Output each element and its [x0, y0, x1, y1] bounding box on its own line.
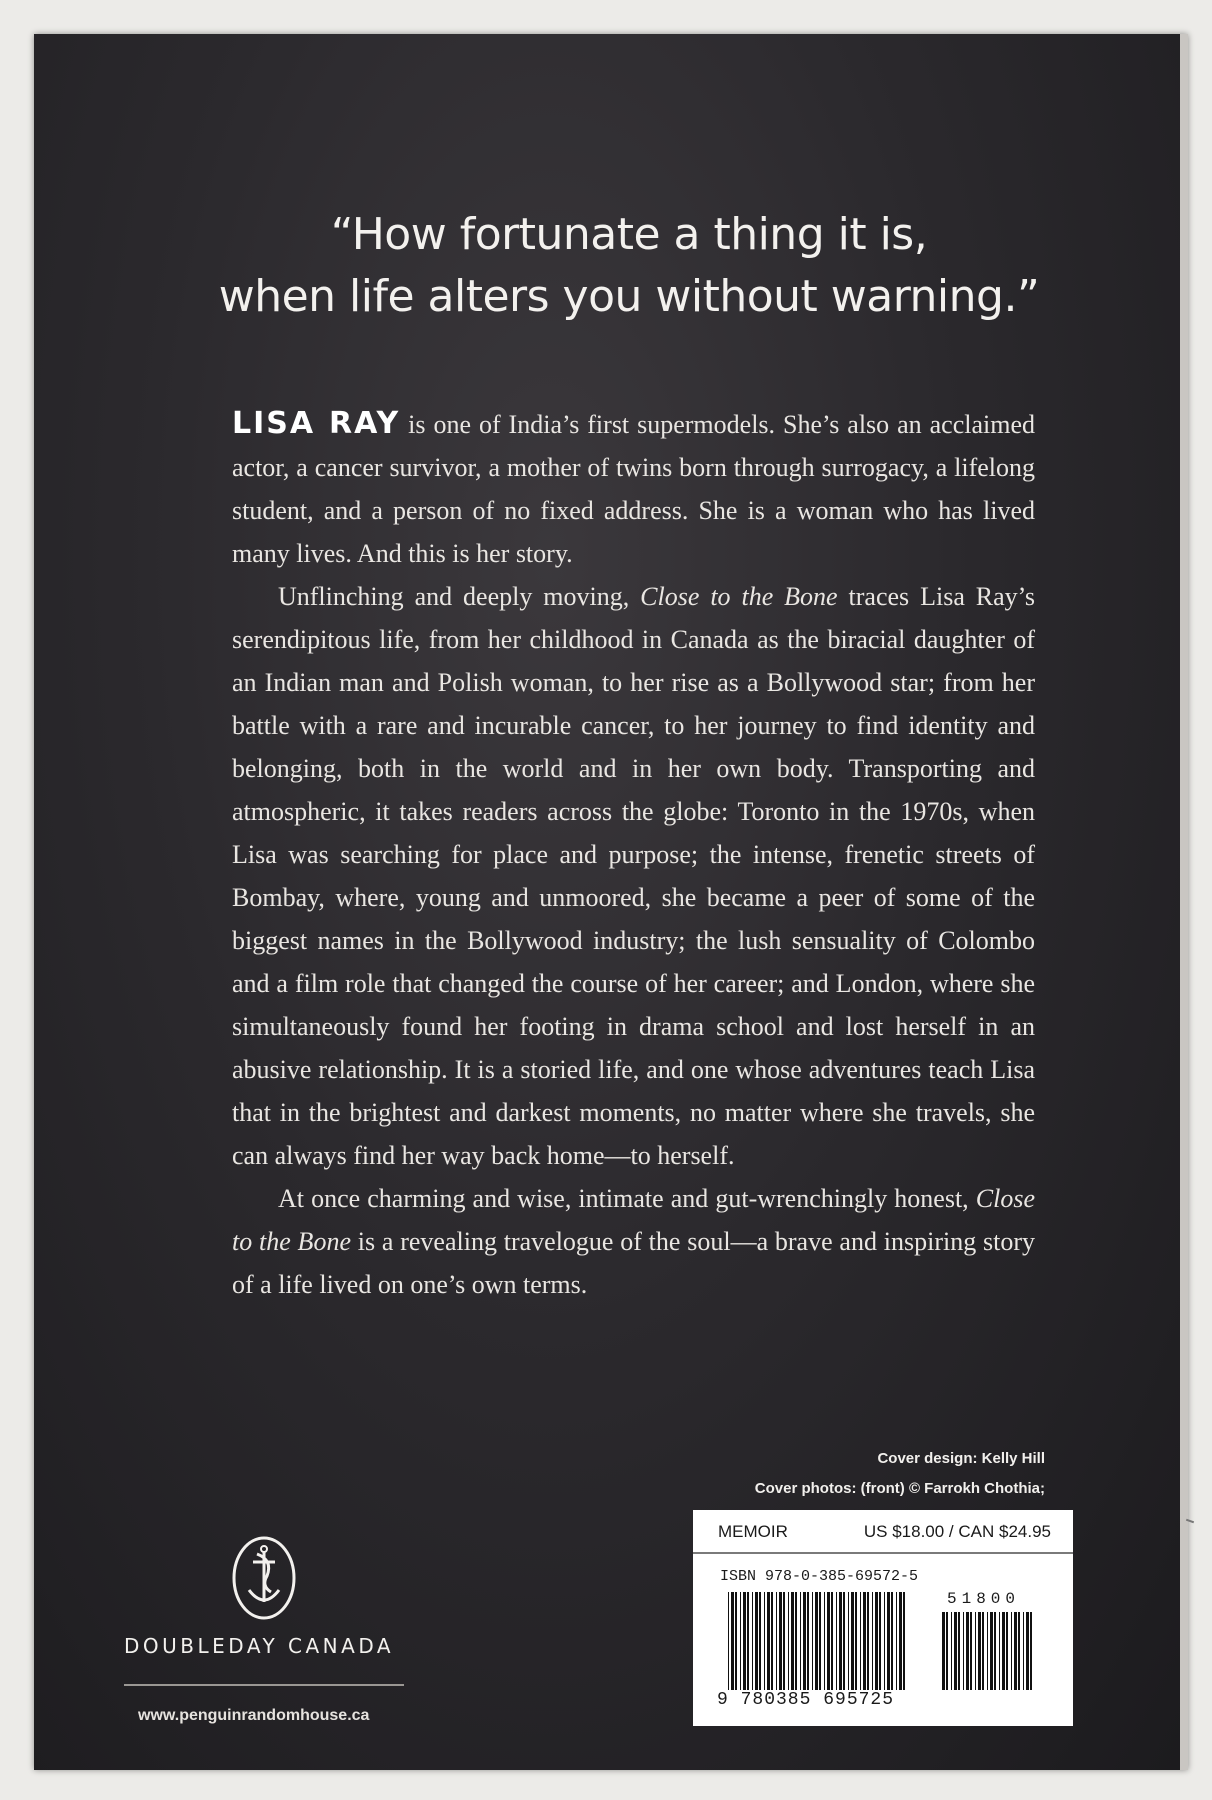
barcode-bar [963, 1612, 964, 1690]
pull-quote-line-1: “How fortunate a thing it is, [330, 209, 928, 260]
barcode-bar [970, 1612, 972, 1690]
barcode-bar [771, 1592, 773, 1690]
paragraph-2-text: traces Lisa Ray’s serendipitous life, from her childhood in Canada as the biracial daughter of an Indian man and Polish woman, to her rise as a Bollywood star; from her battle with a rare and incurable cancer, to her journey to find identity and belonging, both in the world and in her own body. Transporting and atmospheric, it takes readers across the globe: Toronto in the 1970s, when Lisa was searching for place and purpose; the intense, frenetic streets of Bombay, where, young and unmoored, she became a peer of some of the biggest names in the Bollywood industry; the lush sensuality of Colombo and a film role that changed the course of her career; and London, where she simultaneously found her footing in drama school and lost herself in an abusive relationship. It is a storied life, and one whose adventures teach Lisa that in the brightest and darkest moments, no matter where she travels, she can always find her way back home—to herself. [232, 582, 1036, 1170]
barcode-bar [795, 1592, 797, 1690]
credit-design: Cover design: Kelly Hill [877, 1450, 1045, 1467]
barcode-bar [731, 1592, 734, 1690]
barcode-bar [788, 1592, 789, 1690]
description-paragraph-1 [232, 402, 1035, 575]
barcode-bar [791, 1592, 794, 1690]
isbn-text: ISBN 978-0-385-69572-5 [720, 1568, 919, 1585]
barcode-bar [747, 1592, 749, 1690]
barcode-bar [728, 1592, 729, 1690]
ean-barcode-bars [728, 1592, 908, 1690]
description-paragraph-2 [232, 575, 1035, 1177]
barcode-bar [946, 1612, 948, 1690]
barcode-bar [887, 1592, 890, 1690]
barcode-bar [807, 1592, 809, 1690]
barcode-bar [755, 1592, 758, 1690]
book-title-italic: Close to the Bone [232, 1184, 1035, 1256]
barcode-bar [896, 1592, 897, 1690]
paragraph-2-start: Unflinching and deeply moving, [278, 582, 641, 611]
barcode-bar [978, 1612, 981, 1690]
barcode-panel [693, 1510, 1073, 1726]
barcode-bar [891, 1592, 893, 1690]
paragraph-3-start: At once charming and wise, intimate and gut-wrenchingly honest, [278, 1184, 976, 1213]
barcode-bar [860, 1592, 861, 1690]
barcode-bar [839, 1592, 842, 1690]
barcode-bar [740, 1592, 741, 1690]
barcode-bar [1006, 1612, 1008, 1690]
publisher-divider [124, 1684, 404, 1686]
barcode-bar [990, 1612, 993, 1690]
barcode-bar [994, 1612, 996, 1690]
barcode-bar [827, 1592, 830, 1690]
barcode-bar [851, 1592, 854, 1690]
price-addon-number: 51800 [947, 1590, 1021, 1608]
paragraph-1-text: is one of India’s first supermodels. She’s also an acclaimed actor, a cancer survivor, a mother of twins born through surrogacy, a lifelong student, and a person of no fixed address. She is a woman who has lived many lives. And this is her story. [232, 410, 1036, 568]
barcode-bar [966, 1612, 969, 1690]
addon-barcode-bars [942, 1612, 1034, 1690]
barcode-bar [819, 1592, 821, 1690]
barcode-bar [767, 1592, 770, 1690]
barcode-bar [872, 1592, 873, 1690]
publisher-website: www.penguinrandomhouse.ca [138, 1707, 370, 1724]
barcode-digits: 9 780385 695725 [717, 1690, 895, 1710]
barcode-bar [1014, 1612, 1017, 1690]
book-description [232, 402, 1035, 1306]
barcode-bar [867, 1592, 869, 1690]
book-title-italic: Close to the Bone [640, 582, 838, 611]
description-paragraph-3 [232, 1177, 1035, 1306]
barcode-bar [975, 1612, 976, 1690]
barcode-bar [951, 1612, 952, 1690]
barcode-bar [824, 1592, 825, 1690]
publisher-name: DOUBLEDAY CANADA [124, 1634, 395, 1658]
barcode-bar [1011, 1612, 1012, 1690]
genre-label: MEMOIR [718, 1522, 788, 1541]
barcode-bar [899, 1592, 902, 1690]
barcode-bar [999, 1612, 1000, 1690]
barcode-bar [759, 1592, 761, 1690]
credit-photos-front: Cover photos: (front) © Farrokh Chothia; [754, 1480, 1045, 1497]
barcode-bar [855, 1592, 857, 1690]
barcode-bar [1002, 1612, 1005, 1690]
barcode-bar [875, 1592, 878, 1690]
barcode-panel-divider [693, 1552, 1073, 1554]
price-label: US $18.00 / CAN $24.95 [863, 1522, 1051, 1541]
barcode-bar [764, 1592, 765, 1690]
barcode-bar [942, 1612, 945, 1690]
barcode-bar [831, 1592, 833, 1690]
author-name: LISA RAY [232, 406, 401, 441]
barcode-bar [863, 1592, 866, 1690]
paragraph-3-text: is a revealing travelogue of the soul—a brave and inspiring story of a life lived on one’s own terms. [232, 1227, 1035, 1299]
barcode-bar [783, 1592, 785, 1690]
barcode-bar [836, 1592, 837, 1690]
pull-quote [34, 204, 1212, 328]
barcode-bar [954, 1612, 957, 1690]
barcode-bar [812, 1592, 813, 1690]
barcode-bar [779, 1592, 782, 1690]
barcode-bar [848, 1592, 849, 1690]
barcode-bar [735, 1592, 737, 1690]
barcode-bar [843, 1592, 845, 1690]
pull-quote-line-2: when life alters you without warning.” [218, 271, 1040, 322]
barcode-bar [1018, 1612, 1020, 1690]
barcode-bar [800, 1592, 801, 1690]
barcode-bar [1030, 1612, 1032, 1690]
barcode-bar [743, 1592, 746, 1690]
barcode-bar [815, 1592, 818, 1690]
barcode-bar [958, 1612, 960, 1690]
barcode-bar [803, 1592, 806, 1690]
barcode-bar [752, 1592, 753, 1690]
anchor-dolphin-logo-icon [229, 1530, 299, 1622]
barcode-bar [1026, 1612, 1029, 1690]
barcode-bar [879, 1592, 881, 1690]
barcode-bar [1023, 1612, 1024, 1690]
barcode-bar [903, 1592, 905, 1690]
barcode-bar [987, 1612, 988, 1690]
barcode-bar [776, 1592, 777, 1690]
barcode-bar [982, 1612, 984, 1690]
barcode-bar [884, 1592, 885, 1690]
